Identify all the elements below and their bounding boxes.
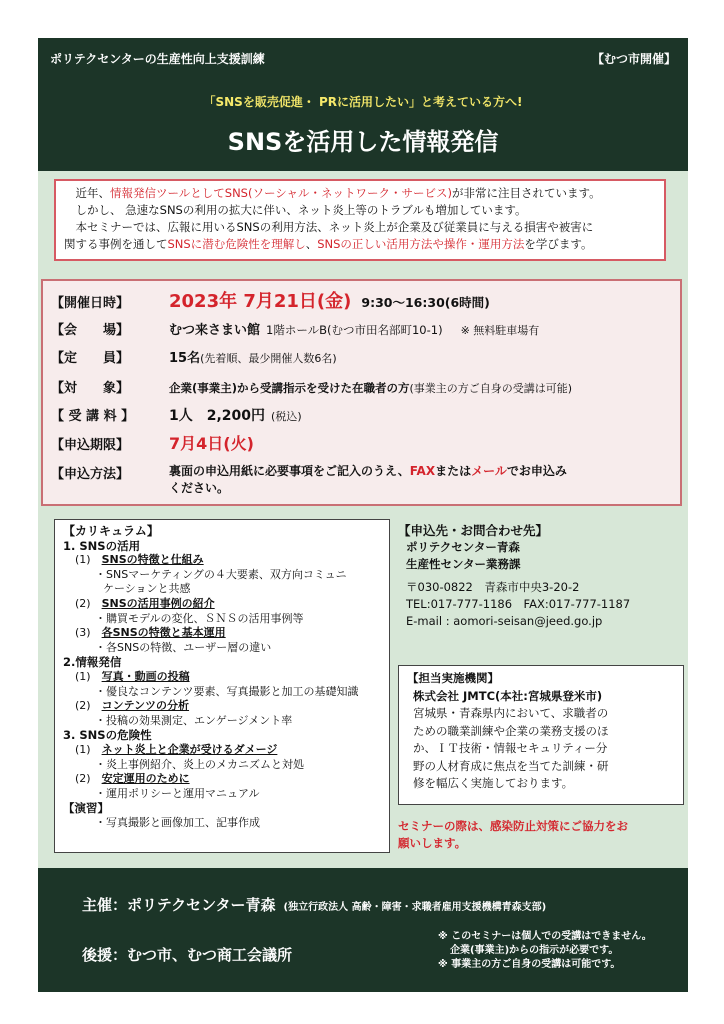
topic-3-1: (1) ネット炎上と企業が受けるダメージ	[75, 742, 278, 756]
supporters: 後援：むつ市、むつ商工会議所	[82, 946, 293, 964]
host-note: (独立行政法人 高齢・障害・求職者雇用支援機構青森支部)	[283, 902, 547, 913]
venue-row: 【会 場】 むつ来さまい館 1階ホールB(むつ市田名部町10-1) ※ 無料駐車場有	[51, 319, 539, 338]
contact-info	[398, 522, 683, 630]
event-time: 9:30〜16:30(6時間)	[361, 295, 490, 310]
fee-value: 1人 2,200円	[169, 408, 266, 424]
item: ・購買モデルの変化、ＳＮＳの活用事例等	[95, 611, 304, 625]
item: ・SNSマーケティングの４大要素、双方向コミュニ	[95, 567, 347, 581]
event-date: 2023年 7月21日(金)	[169, 291, 352, 312]
details-box	[41, 279, 682, 506]
contact-heading: 【申込先・お問合わせ先】	[398, 523, 549, 538]
item: ・投稿の効果測定、エンゲージメント率	[95, 713, 293, 727]
header-banner	[38, 38, 688, 171]
contact-org: ポリテクセンター青森	[406, 540, 520, 554]
item: ・写真撮影と画像加工、記事作成	[95, 815, 260, 829]
section-1: 1. SNSの活用	[63, 538, 141, 553]
item: ケーションと共感	[103, 582, 191, 596]
fee-note: (税込)	[271, 410, 302, 423]
topic-1-1: (1) SNSの特徴と仕組み	[75, 553, 204, 567]
city-tag: 【むつ市開催】	[591, 52, 676, 66]
deadline-row: 【申込期限】 7月4日(火)	[51, 431, 254, 454]
item: ・炎上事例紹介、炎上のメカニズムと対処	[95, 757, 304, 771]
capacity-note: (先着順、最少開催人数6名)	[200, 352, 337, 365]
capacity-row: 【定 員】 15名 (先着順、最少開催人数6名)	[51, 347, 337, 366]
host: 主催：ポリテクセンター青森 (独立行政法人 高齢・障害・求職者雇用支援機構青森支部)	[82, 896, 547, 914]
method-row: 【申込方法】 裏面の申込用紙に必要事項をご記入のうえ、FAXまたはメールでお申込み ください。	[51, 464, 567, 495]
venue-address: 1階ホールB(むつ市田名部町10-1)	[266, 323, 443, 337]
deadline-value: 7月4日(火)	[169, 434, 254, 453]
date-row: 【開催日時】 2023年 7月21日(金) 9:30〜16:30(6時間)	[51, 287, 490, 313]
subtitle: 「SNSを販売促進・ PRに活用したい」と考えている方へ!	[203, 95, 523, 109]
contact-phone: TEL:017-777-1186 FAX:017-777-1187	[406, 597, 631, 611]
topic-1-3: (3) 各SNSの特徴と基本運用	[75, 626, 226, 640]
section-2: 2.情報発信	[63, 655, 122, 670]
org-desc: 宮城県・青森県内において、求職者の	[413, 706, 609, 720]
org-desc: ための職業訓練や企業の業務支援のほ	[413, 723, 609, 738]
org-company: 株式会社 JMTC(本社:宮城県登米市)	[413, 688, 603, 703]
target-value: 企業(事業主)から受講指示を受けた在職者の方	[169, 381, 410, 395]
program-name: ポリテクセンターの生産性向上支援訓練	[50, 52, 265, 66]
contact-email: E-mail : aomori-seisan@jeed.go.jp	[406, 614, 603, 628]
topic-2-2: (2) コンテンツの分析	[75, 699, 190, 713]
intro-line-4: 関する事例を通してSNSに潜む危険性を理解し、SNSの正しい活用方法や操作・運用方法を学びます。	[64, 237, 593, 251]
org-desc: か、ＩＴ技術・情報セキュリティー分	[413, 741, 608, 755]
item: ・優良なコンテンツ要素、写真撮影と加工の基礎知識	[95, 684, 359, 698]
infection-notice: セミナーの際は、感染防止対策にご協力をお 願いします。	[398, 819, 628, 850]
contact-address: 〒030-0822 青森市中央3-20-2	[406, 580, 580, 594]
topic-3-2: (2) 安定運用のために	[75, 772, 190, 786]
target-note: (事業主の方ご自身の受講は可能)	[409, 382, 573, 395]
contact-dept: 生産性センター業務課	[406, 557, 521, 571]
org-desc: 野の人材育成に焦点を当てた訓練・研	[413, 758, 609, 773]
intro-line-3: 本セミナーでは、広報に用いるSNSの利用方法、ネット炎上が企業及び従業員に与える損害や被害に	[75, 220, 594, 234]
parking-note: ※ 無料駐車場有	[460, 324, 540, 337]
venue-name: むつ来さまい館	[169, 323, 261, 338]
implementing-org-box	[398, 665, 684, 805]
section-3: 3. SNSの危険性	[63, 728, 152, 743]
exercise-heading: 【演習】	[63, 801, 109, 816]
footer-notes: ※ このセミナーは個人での受講はできません。 企業(事業主)からの指示が必要です。 ※ 事業主の方ご自身の受講は可能です。	[438, 931, 652, 970]
org-desc: 修を幅広く実施しております。	[413, 776, 574, 790]
page-title: SNSを活用した情報発信	[227, 128, 499, 156]
fee-row: 【 受 講 料 】 1人 2,200円 (税込)	[51, 405, 302, 425]
intro-box	[54, 179, 666, 261]
topic-1-2: (2) SNSの活用事例の紹介	[75, 596, 215, 610]
curriculum-heading: 【カリキュラム】	[63, 524, 159, 538]
curriculum-box	[54, 519, 390, 853]
target-row: 【対 象】 企業(事業主)から受講指示を受けた在職者の方 (事業主の方ご自身の受講は可能)	[51, 381, 573, 396]
footer-banner	[38, 868, 688, 992]
intro-line-2: しかし、 急速なSNSの利用の拡大に伴い、ネット炎上等のトラブルも増加しています。	[75, 203, 527, 217]
org-heading: 【担当実施機関】	[407, 671, 499, 685]
item: ・運用ポリシーと運用マニュアル	[95, 786, 260, 800]
topic-2-1: (1) 写真・動画の投稿	[75, 669, 190, 683]
item: ・各SNSの特徴、ユーザー層の違い	[95, 640, 272, 654]
intro-line-1: 近年、情報発信ツールとしてSNS(ソーシャル・ネットワーク・サービス)が非常に注目されています。	[75, 186, 601, 200]
method-text: 裏面の申込用紙に必要事項をご記入のうえ、FAXまたはメールでお申込み ください。	[169, 464, 567, 495]
capacity-value: 15名	[169, 351, 201, 366]
